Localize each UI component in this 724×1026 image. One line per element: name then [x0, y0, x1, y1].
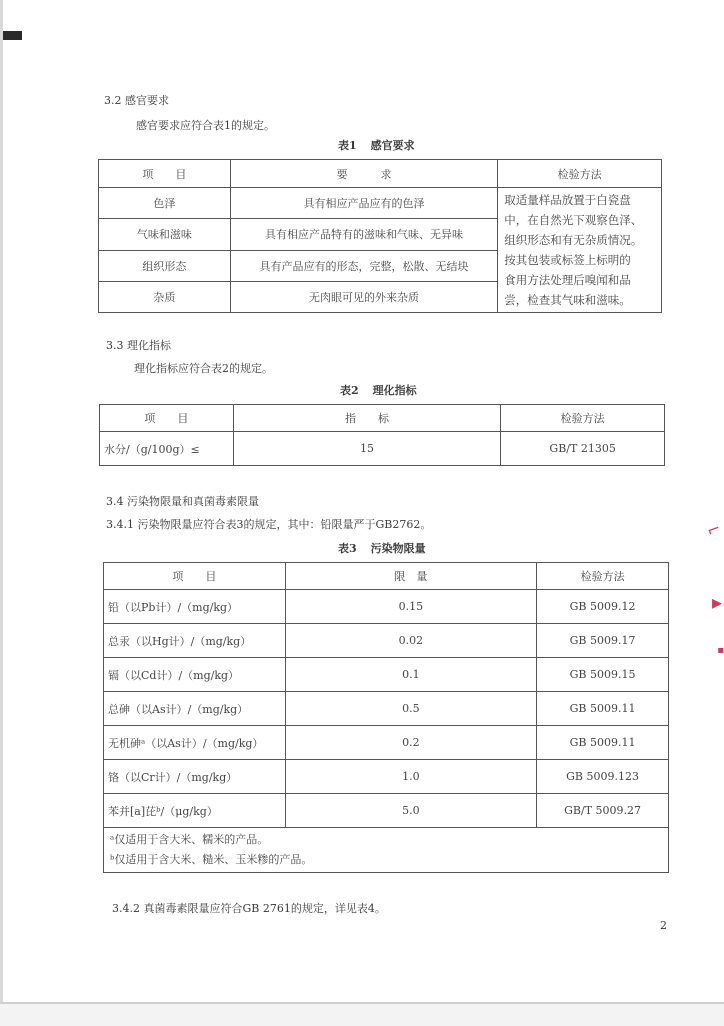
- table3-header-limit: 限 量: [285, 563, 536, 590]
- table3-footnote: ᵇ仅适用于含大米、糙米、玉米糁的产品。: [110, 853, 313, 866]
- table3-contaminants: [103, 562, 669, 873]
- table1-cell-item: 气味和滋味: [99, 219, 231, 250]
- red-stamp-fragment: ▪: [717, 645, 724, 656]
- table2-caption-title: 理化指标: [372, 384, 417, 397]
- table2-caption: [340, 382, 417, 398]
- red-stamp-fragment: ⌐: [703, 518, 723, 541]
- table1-cell-requirement: 具有相应产品应有的色泽: [230, 188, 498, 219]
- table1-cell-requirement: 无肉眼可见的外来杂质: [230, 281, 498, 312]
- table3-cell-limit: 0.02: [285, 624, 536, 658]
- table1-cell-requirement: 具有产品应有的形态，完整，松散、无结块: [230, 250, 498, 281]
- method-line: 食用方法处理后嗅闻和品: [504, 273, 631, 287]
- method-line: 组织形态和有无杂质情况。: [504, 233, 643, 247]
- table3-cell-method: GB 5009.12: [537, 590, 669, 624]
- table1-header-requirement: 要 求: [230, 160, 498, 188]
- table1-cell-item: 色泽: [99, 188, 231, 219]
- table3-cell-item: 苯并[a]芘ᵇ/（μg/kg）: [104, 794, 286, 828]
- scan-left-edge: [0, 0, 3, 1024]
- method-line: 取适量样品放置于白瓷盘: [504, 193, 631, 207]
- table1-header-item: 项 目: [99, 160, 231, 188]
- table3-cell-method: GB 5009.15: [537, 658, 669, 692]
- table2-header-method: 检验方法: [501, 405, 665, 432]
- section-3-4-1-text: 3.4.1 污染物限量应符合表3的规定，其中：铅限量严于GB2762。: [106, 518, 432, 531]
- table2-header-index: 指 标: [233, 405, 500, 432]
- table1-header-method: 检验方法: [498, 160, 662, 188]
- table3-cell-method: GB 5009.123: [537, 760, 669, 794]
- section-3-4-2-text: 3.4.2 真菌毒素限量应符合GB 2761的规定，详见表4。: [112, 902, 386, 915]
- section-3-3-heading: 3.3 理化指标: [106, 339, 171, 352]
- table3-cell-method: GB 5009.17: [537, 624, 669, 658]
- table3-caption-title: 污染物限量: [370, 542, 426, 555]
- table3-caption: [338, 540, 426, 556]
- table2-cell-value: 15: [233, 432, 500, 466]
- page-number: 2: [660, 919, 667, 932]
- scan-bottom-edge: [0, 1002, 724, 1026]
- scan-registration-mark: [3, 31, 22, 40]
- section-3-2-heading: 3.2 感官要求: [104, 94, 169, 107]
- table2-header-item: 项 目: [100, 405, 234, 432]
- table1-cell-requirement: 具有相应产品特有的滋味和气味、无异味: [230, 219, 498, 250]
- table1-caption-title: 感官要求: [370, 139, 415, 152]
- table2-cell-item: 水分/（g/100g）≤: [100, 432, 234, 466]
- section-3-3-text: 理化指标应符合表2的规定。: [134, 362, 273, 375]
- section-3-4-heading: 3.4 污染物限量和真菌毒素限量: [106, 495, 259, 508]
- table1-caption-number: 表1: [338, 139, 357, 152]
- table3-cell-item: 总汞（以Hg计）/（mg/kg）: [104, 624, 286, 658]
- table3-cell-limit: 0.2: [285, 726, 536, 760]
- table3-cell-method: GB 5009.11: [537, 692, 669, 726]
- table1-sensory: [98, 159, 662, 313]
- table1-cell-item: 杂质: [99, 281, 231, 312]
- table3-cell-item: 总砷（以As计）/（mg/kg）: [104, 692, 286, 726]
- table3-cell-method: GB 5009.11: [537, 726, 669, 760]
- table2-caption-number: 表2: [340, 384, 359, 397]
- table3-caption-number: 表3: [338, 542, 357, 555]
- table3-cell-limit: 0.1: [285, 658, 536, 692]
- table3-cell-limit: 1.0: [285, 760, 536, 794]
- table3-header-method: 检验方法: [537, 563, 669, 590]
- table3-cell-limit: 5.0: [285, 794, 536, 828]
- table2-physicochemical: [99, 404, 665, 466]
- table1-cell-item: 组织形态: [99, 250, 231, 281]
- table1-caption: [338, 137, 415, 153]
- table3-header-item: 项 目: [104, 563, 286, 590]
- table3-footnotes: [104, 828, 669, 873]
- table1-cell-method: [498, 188, 662, 313]
- table3-cell-method: GB/T 5009.27: [537, 794, 669, 828]
- table3-footnote: ᵃ仅适用于含大米、糯米的产品。: [110, 833, 269, 846]
- section-3-2-text: 感官要求应符合表1的规定。: [136, 119, 275, 132]
- method-line: 尝，检查其气味和滋味。: [504, 293, 631, 307]
- table2-cell-method: GB/T 21305: [501, 432, 665, 466]
- table3-cell-limit: 0.5: [285, 692, 536, 726]
- red-stamp-fragment: ▸: [711, 590, 722, 614]
- table3-cell-item: 无机砷ᵃ（以As计）/（mg/kg）: [104, 726, 286, 760]
- table3-cell-limit: 0.15: [285, 590, 536, 624]
- table3-cell-item: 镉（以Cd计）/（mg/kg）: [104, 658, 286, 692]
- table3-cell-item: 铅（以Pb计）/（mg/kg）: [104, 590, 286, 624]
- method-line: 按其包装或标签上标明的: [504, 253, 631, 267]
- method-line: 中，在自然光下观察色泽、: [504, 213, 643, 227]
- table3-cell-item: 铬（以Cr计）/（mg/kg）: [104, 760, 286, 794]
